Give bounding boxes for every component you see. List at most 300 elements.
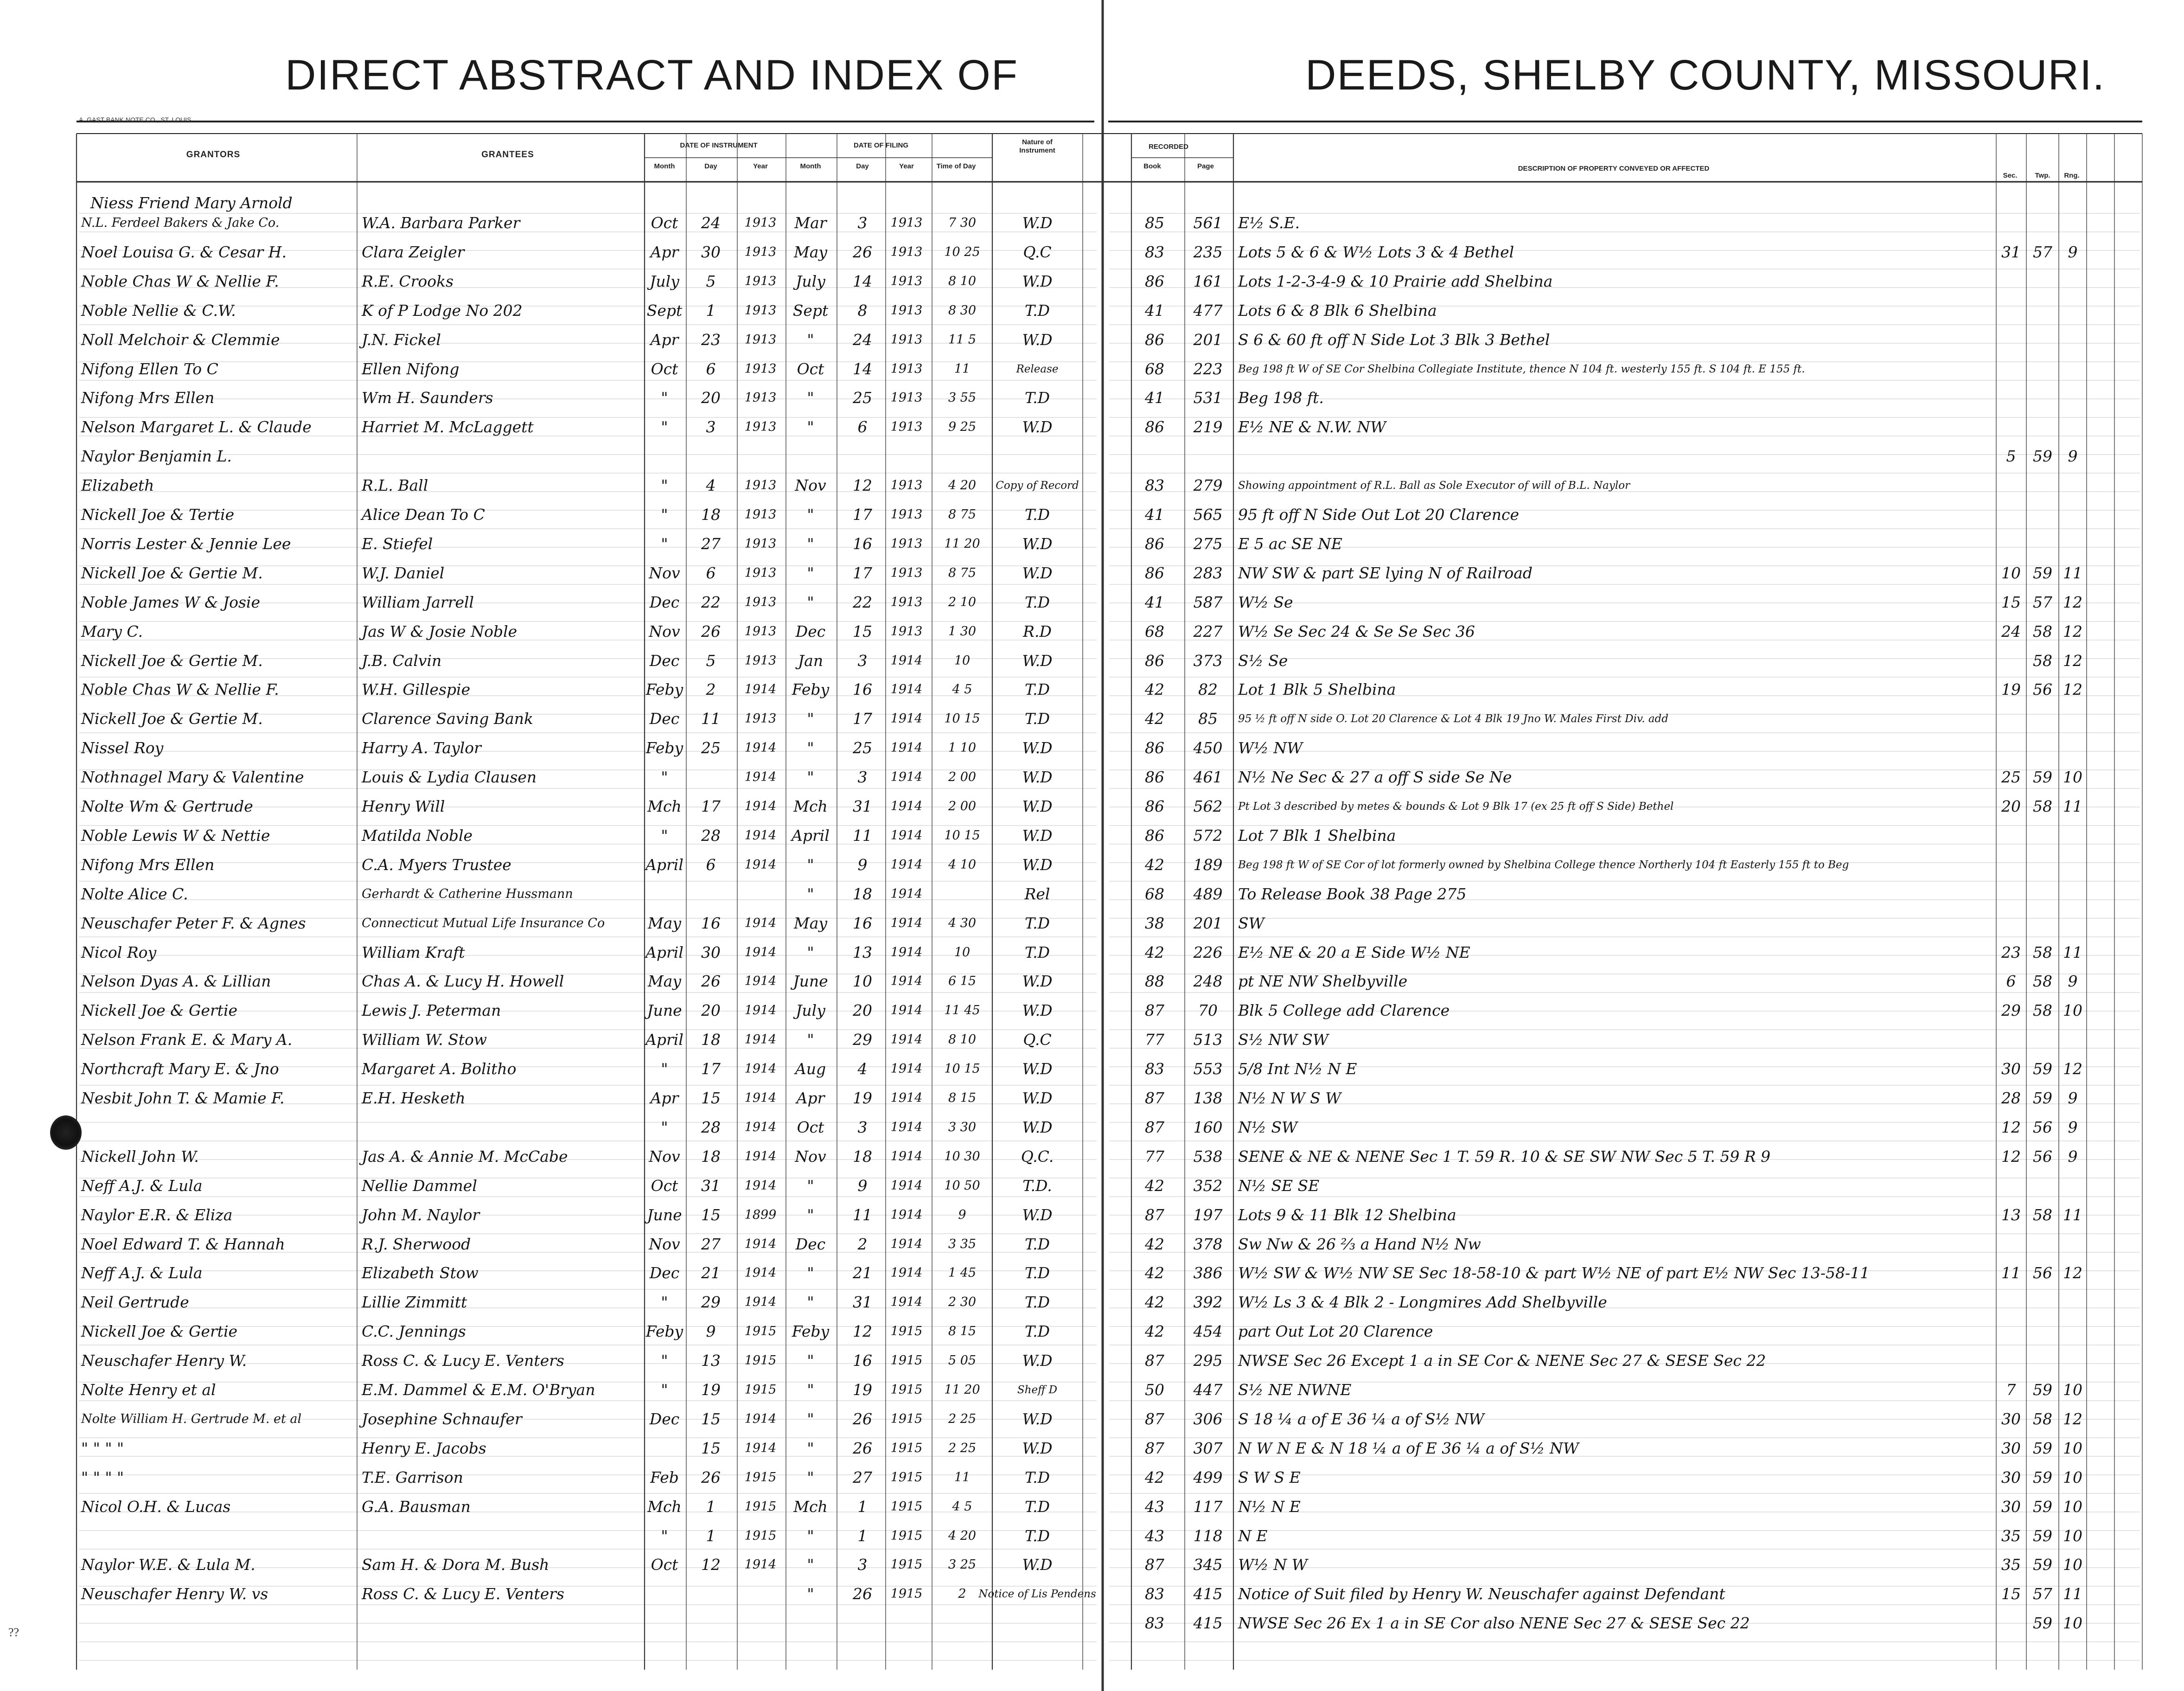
row-y1: 1915 (744, 1353, 777, 1368)
row-y1: 1914 (744, 770, 777, 785)
row-y1: 1914 (744, 1441, 777, 1455)
row-sec: 28 (2001, 1089, 2021, 1107)
row-d2: 3 (857, 1556, 868, 1574)
row-d2: 25 (853, 739, 872, 757)
row-rng: 10 (2063, 1556, 2082, 1574)
row-d2: 8 (857, 301, 868, 320)
row-y1: 1914 (744, 1236, 777, 1251)
row-pg: 373 (1193, 651, 1223, 670)
header-book: Book (1143, 162, 1161, 170)
row-grantor: Noel Edward T. & Hannah (81, 1235, 285, 1253)
row-grantee: J.N. Fickel (362, 330, 441, 349)
header-grantees: GRANTEES (481, 150, 534, 160)
row-m1: Dec (649, 1264, 680, 1282)
row-grantor: Noll Melchoir & Clemmie (81, 330, 280, 349)
row-y2: 1914 (890, 770, 923, 785)
row-desc: Lot 1 Blk 5 Shelbina (1238, 680, 1396, 699)
row-sec: 6 (2006, 972, 2016, 991)
row-t: 8 75 (948, 507, 977, 522)
row-pg: 219 (1193, 418, 1223, 436)
row-t: 3 55 (948, 391, 977, 405)
row-m1: June (647, 1001, 682, 1020)
row-nat: T.D (1024, 1264, 1050, 1282)
row-pg: 392 (1193, 1293, 1223, 1312)
row-m1: Dec (649, 710, 680, 728)
row-y2: 1914 (890, 1091, 923, 1105)
row-desc: NWSE Sec 26 Except 1 a in SE Cor & NENE Sec 27 & SESE Sec 22 (1238, 1352, 1766, 1370)
row-t: 8 30 (948, 303, 977, 318)
row-grantee: C.A. Myers Trustee (362, 855, 511, 874)
row-pg: 201 (1193, 914, 1223, 932)
row-t: 4 10 (948, 857, 977, 872)
row-bk: 86 (1145, 272, 1164, 290)
row-y2: 1914 (890, 886, 923, 901)
row-sec: 29 (2001, 1001, 2021, 1020)
row-d2: 19 (853, 1089, 872, 1107)
row-d1: 15 (701, 1089, 721, 1107)
row-m2: Feby (792, 1322, 830, 1341)
row-y2: 1914 (890, 799, 923, 813)
row-m1: Nov (649, 564, 680, 582)
row-y2: 1913 (890, 478, 923, 493)
row-pg: 197 (1193, 1205, 1223, 1224)
row-bk: 86 (1145, 797, 1164, 815)
row-grantee: Ross C. & Lucy E. Venters (362, 1585, 564, 1603)
row-grantor: Nelson Margaret L. & Claude (81, 418, 312, 436)
row-desc: 5/8 Int N½ N E (1238, 1060, 1357, 1078)
row-nat: T.D (1024, 1468, 1050, 1486)
row-m1: May (647, 914, 682, 932)
row-sec: 25 (2001, 768, 2021, 787)
row-twp: 59 (2033, 1526, 2052, 1545)
row-y1: 1914 (744, 682, 777, 697)
header-recorded: RECORDED (1149, 143, 1188, 151)
row-m2: May (793, 243, 828, 261)
row-y1: 1913 (744, 391, 777, 405)
row-y2: 1915 (890, 1499, 923, 1514)
row-pg: 279 (1193, 476, 1223, 495)
row-desc: W½ SW & W½ NW SE Sec 18-58-10 & part W½ NE of part E½ NW Sec 13-58-11 (1238, 1264, 1870, 1282)
row-d2: 16 (853, 1352, 872, 1370)
row-bk: 87 (1145, 1001, 1164, 1020)
row-twp: 59 (2033, 1497, 2052, 1516)
row-m1: Nov (649, 1147, 680, 1166)
row-m1: " (661, 1060, 668, 1078)
row-twp: 57 (2033, 1585, 2052, 1603)
row-d2: 9 (857, 1176, 868, 1195)
row-d2: 31 (853, 797, 872, 815)
row-y2: 1914 (890, 1236, 923, 1251)
row-m2: Oct (797, 359, 824, 378)
row-d2: 29 (853, 1031, 872, 1049)
row-y1: 1915 (744, 1499, 777, 1514)
row-t: 1 30 (948, 624, 977, 639)
row-grantor: Neuschafer Henry W. vs (81, 1585, 268, 1603)
row-d2: 4 (857, 1060, 868, 1078)
row-desc: NW SW & part SE lying N of Railroad (1238, 564, 1533, 582)
row-d1: 1 (706, 1526, 716, 1545)
row-y1: 1914 (744, 1120, 777, 1134)
row-grantee: E.M. Dammel & E.M. O'Bryan (362, 1381, 595, 1399)
title-right: DEEDS, SHELBY COUNTY, MISSOURI. (1305, 51, 2106, 99)
row-bk: 87 (1145, 1556, 1164, 1574)
row-d1: 16 (701, 914, 721, 932)
row-t: 8 10 (948, 274, 977, 288)
row-bk: 42 (1145, 710, 1164, 728)
row-bk: 86 (1145, 826, 1164, 845)
row-d1: 21 (701, 1264, 721, 1282)
corner-mark: ?? (8, 1626, 19, 1639)
row-d1: 6 (706, 564, 716, 582)
row-pg: 572 (1193, 826, 1223, 845)
row-y2: 1914 (890, 653, 923, 668)
row-twp: 58 (2033, 1409, 2052, 1428)
row-grantee: Connecticut Mutual Life Insurance Co (362, 916, 605, 930)
row-grantor: N.L. Ferdeel Bakers & Jake Co. (81, 216, 280, 230)
row-rng: 10 (2063, 1468, 2082, 1486)
row-nat: W.D (1022, 1205, 1053, 1224)
row-pg: 70 (1198, 1001, 1218, 1020)
row-nat: T.D (1024, 593, 1050, 611)
row-grantor: Noble James W & Josie (81, 593, 260, 611)
row-grantee: C.C. Jennings (362, 1322, 466, 1341)
row-pg: 85 (1198, 710, 1218, 728)
row-t: 4 20 (948, 1528, 977, 1543)
printer-imprint: A. GAST BANK NOTE CO., ST. LOUIS (79, 116, 192, 123)
row-grantor: Noel Louisa G. & Cesar H. (81, 243, 287, 261)
row-nat: W.D (1022, 739, 1053, 757)
row-y2: 1913 (890, 274, 923, 288)
header-rng: Rng. (2064, 172, 2080, 179)
row-grantee: Sam H. & Dora M. Bush (362, 1556, 549, 1574)
row-rng: 12 (2063, 680, 2082, 699)
row-bk: 86 (1145, 739, 1164, 757)
row-bk: 68 (1145, 359, 1164, 378)
row-grantee: Clara Zeigler (362, 243, 465, 261)
row-y1: 1913 (744, 624, 777, 639)
row-grantee: Nellie Dammel (362, 1176, 477, 1195)
row-m1: Feby (645, 1322, 683, 1341)
row-m1: Apr (650, 1089, 679, 1107)
row-m2: " (807, 593, 814, 611)
row-desc: NWSE Sec 26 Ex 1 a in SE Cor also NENE Sec 27 & SESE Sec 22 (1238, 1614, 1750, 1633)
row-m2: " (807, 1031, 814, 1049)
row-desc: Beg 198 ft W of SE Cor of lot formerly owned by Shelbina College thence Northerly 104 ft Easterly 155 ft to Beg (1238, 858, 1849, 871)
row-y1: 1915 (744, 1470, 777, 1485)
row-bk: 42 (1145, 1293, 1164, 1312)
row-twp: 58 (2033, 1205, 2052, 1224)
row-desc: S 6 & 60 ft off N Side Lot 3 Blk 3 Bethel (1238, 330, 1550, 349)
row-d1: 4 (706, 476, 716, 495)
row-desc: Lot 7 Blk 1 Shelbina (1238, 826, 1396, 845)
row-y2: 1913 (890, 303, 923, 318)
row-pg: 82 (1198, 680, 1218, 699)
row-grantor: Nesbit John T. & Mamie F. (81, 1089, 285, 1107)
row-d1: 9 (706, 1322, 716, 1341)
row-y2: 1914 (890, 857, 923, 872)
row-grantor: Neil Gertrude (81, 1293, 189, 1312)
row-nat: T.D (1024, 1235, 1050, 1253)
row-m1: April (645, 855, 683, 874)
row-t: 4 20 (948, 478, 977, 493)
row-nat: T.D (1024, 389, 1050, 407)
row-y1: 1913 (744, 420, 777, 435)
row-m1: Dec (649, 593, 680, 611)
row-rng: 12 (2063, 593, 2082, 611)
row-d2: 13 (853, 943, 872, 961)
row-m1: Oct (651, 1556, 678, 1574)
row-t: 10 (954, 945, 971, 960)
row-m1: " (661, 1352, 668, 1370)
row-pg: 275 (1193, 534, 1223, 553)
row-twp: 57 (2033, 243, 2052, 261)
row-y2: 1913 (890, 332, 923, 347)
row-grantee: W.J. Daniel (362, 564, 445, 582)
row-nat: W.D (1022, 1118, 1053, 1136)
header-time-of-day: Time of Day (936, 162, 976, 170)
row-pg: 477 (1193, 301, 1223, 320)
row-rng: 11 (2063, 943, 2082, 961)
row-pg: 386 (1193, 1264, 1223, 1282)
row-twp: 56 (2033, 1118, 2052, 1136)
row-nat: W.D (1022, 1001, 1053, 1020)
row-nat: W.D (1022, 1409, 1053, 1428)
row-grantor: Nissel Roy (81, 739, 164, 757)
row-y1: 1915 (744, 1528, 777, 1543)
header-date-of-instrument: DATE OF INSTRUMENT (680, 141, 758, 149)
row-t: 8 15 (948, 1324, 977, 1339)
row-d1: 26 (701, 972, 721, 991)
row-t: 2 30 (948, 1295, 977, 1310)
row-t: 8 75 (948, 565, 977, 580)
row-m2: " (807, 884, 814, 903)
row-desc: S½ Se (1238, 651, 1288, 670)
row-sec: 5 (2006, 447, 2016, 466)
row-m1: " (661, 506, 668, 524)
row-m1: Nov (649, 1235, 680, 1253)
row-t: 7 30 (948, 216, 977, 230)
row-d2: 3 (857, 651, 868, 670)
row-twp: 59 (2033, 768, 2052, 787)
row-y1: 1913 (744, 244, 777, 259)
row-rng: 10 (2063, 1001, 2082, 1020)
row-nat: T.D (1024, 1497, 1050, 1516)
header-grantors: GRANTORS (186, 150, 241, 160)
row-bk: 42 (1145, 855, 1164, 874)
row-d1: 6 (706, 359, 716, 378)
row-pg: 538 (1193, 1147, 1223, 1166)
row-desc: W½ N W (1238, 1556, 1308, 1574)
row-t: 3 25 (948, 1557, 977, 1572)
row-sec: 35 (2001, 1526, 2021, 1545)
row-y1: 1915 (744, 1383, 777, 1397)
row-desc: S W S E (1238, 1468, 1301, 1486)
row-m2: " (807, 1176, 814, 1195)
row-y1: 1913 (744, 332, 777, 347)
row-m2: " (807, 1205, 814, 1224)
row-twp: 58 (2033, 651, 2052, 670)
row-grantee: J.B. Calvin (362, 651, 442, 670)
row-bk: 87 (1145, 1118, 1164, 1136)
row-m2: " (807, 855, 814, 874)
row-sec: 35 (2001, 1556, 2021, 1574)
row-sec: 30 (2001, 1468, 2021, 1486)
top-note: Niess Friend Mary Arnold (90, 194, 293, 212)
row-grantee: Margaret A. Bolitho (362, 1060, 517, 1078)
row-grantee: R.E. Crooks (362, 272, 454, 290)
row-nat: T.D (1024, 914, 1050, 932)
row-m2: Jan (798, 651, 824, 670)
row-m2: Nov (795, 1147, 826, 1166)
header-sec: Sec. (2003, 172, 2018, 179)
row-m1: " (661, 1118, 668, 1136)
row-twp: 58 (2033, 1001, 2052, 1020)
row-y2: 1915 (890, 1383, 923, 1397)
row-y2: 1914 (890, 1295, 923, 1310)
row-m1: Dec (649, 651, 680, 670)
row-d2: 1 (857, 1526, 868, 1545)
row-m1: " (661, 1293, 668, 1312)
row-d1: 30 (701, 943, 721, 961)
row-d1: 2 (706, 680, 716, 699)
row-m2: Mch (793, 797, 828, 815)
row-y1: 1913 (744, 274, 777, 288)
row-t: 11 5 (948, 332, 977, 347)
row-d2: 27 (853, 1468, 872, 1486)
row-grantor: Naylor E.R. & Eliza (81, 1205, 233, 1224)
row-d1: 28 (701, 1118, 721, 1136)
row-rng: 11 (2063, 564, 2082, 582)
row-d2: 2 (857, 1235, 868, 1253)
row-d1: 1 (706, 1497, 716, 1516)
row-t: 1 45 (948, 1266, 977, 1281)
row-m1: Apr (650, 330, 679, 349)
row-nat: T.D (1024, 1322, 1050, 1341)
row-desc: SENE & NE & NENE Sec 1 T. 59 R. 10 & SE SW NW Sec 5 T. 59 R 9 (1238, 1147, 1771, 1166)
row-grantor: Naylor W.E. & Lula M. (81, 1556, 255, 1574)
row-rng: 9 (2068, 972, 2078, 991)
row-grantor: Neff A.J. & Lula (81, 1176, 203, 1195)
row-d2: 18 (853, 884, 872, 903)
row-nat: Q.C (1023, 1031, 1052, 1049)
row-pg: 561 (1193, 214, 1223, 232)
row-y1: 1914 (744, 1003, 777, 1018)
row-grantor: Nifong Ellen To C (81, 359, 218, 378)
row-y2: 1915 (890, 1557, 923, 1572)
row-t: 4 30 (948, 916, 977, 930)
row-m2: " (807, 1556, 814, 1574)
row-nat: W.D (1022, 855, 1053, 874)
row-rng: 11 (2063, 1585, 2082, 1603)
row-y2: 1913 (890, 420, 923, 435)
row-y2: 1914 (890, 1178, 923, 1193)
row-pg: 161 (1193, 272, 1223, 290)
row-y1: 1914 (744, 828, 777, 843)
row-bk: 42 (1145, 1176, 1164, 1195)
row-grantor: Neff A.J. & Lula (81, 1264, 203, 1282)
row-rng: 12 (2063, 1409, 2082, 1428)
row-desc: Beg 198 ft. (1238, 389, 1324, 407)
row-d2: 11 (853, 1205, 872, 1224)
row-d2: 26 (853, 1409, 872, 1428)
header-year-instrument: Year (753, 162, 768, 170)
row-d2: 17 (853, 564, 872, 582)
row-nat: W.D (1022, 564, 1053, 582)
row-d1: 18 (701, 506, 721, 524)
row-d2: 1 (857, 1497, 868, 1516)
row-d1: 5 (706, 272, 716, 290)
row-y2: 1915 (890, 1528, 923, 1543)
row-y2: 1913 (890, 595, 923, 609)
row-sec: 31 (2001, 243, 2021, 261)
row-m2: " (807, 1526, 814, 1545)
row-t: 5 05 (948, 1353, 977, 1368)
row-t: 9 (958, 1207, 966, 1222)
row-grantor: Noble Lewis W & Nettie (81, 826, 270, 845)
row-d2: 16 (853, 680, 872, 699)
row-m1: " (661, 389, 668, 407)
row-rng: 9 (2068, 1118, 2078, 1136)
binder-hole-icon (50, 1115, 82, 1150)
row-y1: 1913 (744, 565, 777, 580)
row-bk: 43 (1145, 1497, 1164, 1516)
row-grantor: " " " " (81, 1439, 124, 1457)
row-bk: 83 (1145, 1060, 1164, 1078)
row-m2: " (807, 534, 814, 553)
row-bk: 83 (1145, 243, 1164, 261)
row-bk: 87 (1145, 1205, 1164, 1224)
row-rng: 9 (2068, 1147, 2078, 1166)
row-grantor: Nolte Henry et al (81, 1381, 216, 1399)
row-desc: Sw Nw & 26 ⅔ a Hand N½ Nw (1238, 1235, 1481, 1253)
row-d2: 14 (853, 272, 872, 290)
row-y2: 1913 (890, 391, 923, 405)
row-m2: " (807, 1293, 814, 1312)
row-nat: W.D (1022, 330, 1053, 349)
row-d2: 3 (857, 214, 868, 232)
row-bk: 88 (1145, 972, 1164, 991)
row-bk: 86 (1145, 768, 1164, 787)
row-grantee: Louis & Lydia Clausen (362, 768, 537, 787)
row-rng: 11 (2063, 1205, 2082, 1224)
row-y1: 1914 (744, 1557, 777, 1572)
row-y2: 1914 (890, 1120, 923, 1134)
row-nat: W.D (1022, 1556, 1053, 1574)
row-rng: 12 (2063, 1264, 2082, 1282)
row-m2: " (807, 1585, 814, 1603)
row-d2: 16 (853, 534, 872, 553)
row-grantee: Clarence Saving Bank (362, 710, 534, 728)
row-twp: 56 (2033, 1147, 2052, 1166)
row-m2: Nov (795, 476, 826, 495)
row-grantee: T.E. Garrison (362, 1468, 463, 1486)
row-y2: 1913 (890, 565, 923, 580)
row-grantee: E. Stiefel (362, 534, 433, 553)
row-m2: Feby (792, 680, 830, 699)
row-m2: " (807, 1409, 814, 1428)
row-t: 1 10 (948, 741, 977, 756)
row-grantor: Nolte Alice C. (81, 884, 188, 903)
row-grantee: Harry A. Taylor (362, 739, 481, 757)
row-pg: 226 (1193, 943, 1223, 961)
row-desc: N½ Ne Sec & 27 a off S side Se Ne (1238, 768, 1512, 787)
row-desc: S½ NE NWNE (1238, 1381, 1352, 1399)
row-sec: 19 (2001, 680, 2021, 699)
row-pg: 306 (1193, 1409, 1223, 1428)
row-m1: " (661, 534, 668, 553)
row-nat: Q.C. (1021, 1147, 1054, 1166)
row-nat: W.D (1022, 214, 1053, 232)
